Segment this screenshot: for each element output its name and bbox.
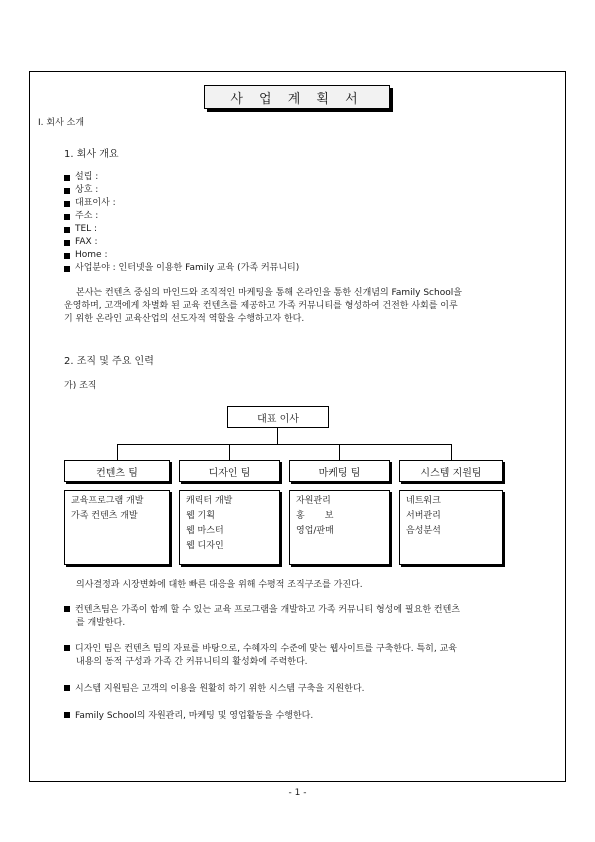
square-bullet-icon xyxy=(64,606,70,612)
duty-item: 가족 컨텐츠 개발 xyxy=(71,511,138,521)
duty-item: 자원관리 xyxy=(296,496,331,506)
duty-item: 웹 기획 xyxy=(186,511,215,521)
org-connector xyxy=(117,444,118,460)
page-number: - 1 - xyxy=(288,788,307,798)
duty-item: 웹 디자인 xyxy=(186,541,224,551)
team-duties-marketing xyxy=(289,490,390,565)
duty-item: 홍 보 xyxy=(296,511,334,521)
square-bullet-icon xyxy=(64,214,70,220)
org-connector xyxy=(277,428,278,444)
team-duties-system xyxy=(399,490,503,565)
company-info-list xyxy=(64,171,299,275)
square-bullet-icon xyxy=(64,253,70,259)
list-item: 설립 : xyxy=(64,171,299,184)
list-item: TEL : xyxy=(64,223,299,236)
square-bullet-icon xyxy=(64,175,70,181)
square-bullet-icon xyxy=(64,645,70,651)
list-item: 사업분야 : 인터넷을 이용한 Family 교육 (가족 커뮤니티) xyxy=(64,262,299,275)
org-connector xyxy=(451,444,452,460)
duty-item: 교육프로그램 개발 xyxy=(71,496,144,506)
org-connector xyxy=(339,444,340,460)
duty-item: 네트워크 xyxy=(406,496,441,506)
duty-item: 영업/판매 xyxy=(296,526,334,536)
ceo-box: 대표 이사 xyxy=(227,406,329,428)
document-title: 사 업 계 획 서 xyxy=(204,85,390,109)
square-bullet-icon xyxy=(64,240,70,246)
duty-item: 음성분석 xyxy=(406,526,441,536)
note-item: 컨텐츠팀은 가족이 함께 할 수 있는 교육 프로그램을 개발하고 가족 커뮤니티 형성에 필요한 컨텐츠 를 개발한다. xyxy=(64,604,544,630)
square-bullet-icon xyxy=(64,712,70,718)
team-header-contents: 컨텐츠 팀 xyxy=(64,460,170,482)
org-connector xyxy=(229,444,230,460)
note-item: 시스템 지원팀은 고객의 이용을 원활히 하기 위한 시스템 구축을 지원한다. xyxy=(64,683,544,696)
square-bullet-icon xyxy=(64,201,70,207)
list-item: Home : xyxy=(64,249,299,262)
duty-item: 웹 마스터 xyxy=(186,526,224,536)
list-item: 대표이사 : xyxy=(64,197,299,210)
duty-item: 캐릭터 개발 xyxy=(186,496,233,506)
intro-paragraph: 본사는 컨텐츠 중심의 마인드와 조직적인 마케팅을 통해 온라인을 통한 신개념의 Family School을 운영하며, 고객에게 차별화 된 교육 컨텐츠를 제공하고 가족 커뮤니티를 형성하여 건전한 사회를 이루 기 위한 온라인 교육산업의 선도자적 역할을 수행하고자 한다. xyxy=(64,288,462,324)
org-summary: 의사결정과 시장변화에 대한 빠른 대응을 위해 수평적 조직구조를 가진다. xyxy=(76,580,363,590)
square-bullet-icon xyxy=(64,266,70,272)
subsection-label: 가) 조직 xyxy=(64,381,97,391)
duty-item: 서버관리 xyxy=(406,511,441,521)
section-heading: I. 회사 소개 xyxy=(38,118,85,128)
org-connector xyxy=(117,444,452,445)
subsection-heading: 2. 조직 및 주요 인력 xyxy=(64,356,154,367)
list-item: 주소 : xyxy=(64,210,299,223)
subsection-heading: 1. 회사 개요 xyxy=(64,149,119,160)
square-bullet-icon xyxy=(64,227,70,233)
list-item: 상호 : xyxy=(64,184,299,197)
square-bullet-icon xyxy=(64,188,70,194)
note-item: 디자인 팀은 컨텐츠 팀의 자료를 바탕으로, 수혜자의 수준에 맞는 웹사이트를 구축한다. 특히, 교육 내용의 동적 구성과 가족 간 커뮤니티의 활성화에 주력한다. xyxy=(64,643,544,669)
team-header-system: 시스템 지원팀 xyxy=(399,460,503,482)
team-duties-contents xyxy=(64,490,170,565)
team-duties-design xyxy=(179,490,280,565)
square-bullet-icon xyxy=(64,685,70,691)
team-header-design: 디자인 팀 xyxy=(179,460,280,482)
team-header-marketing: 마케팅 팀 xyxy=(289,460,390,482)
list-item: FAX : xyxy=(64,236,299,249)
note-item: Family School의 자원관리, 마케팅 및 영업활동을 수행한다. xyxy=(64,710,544,723)
